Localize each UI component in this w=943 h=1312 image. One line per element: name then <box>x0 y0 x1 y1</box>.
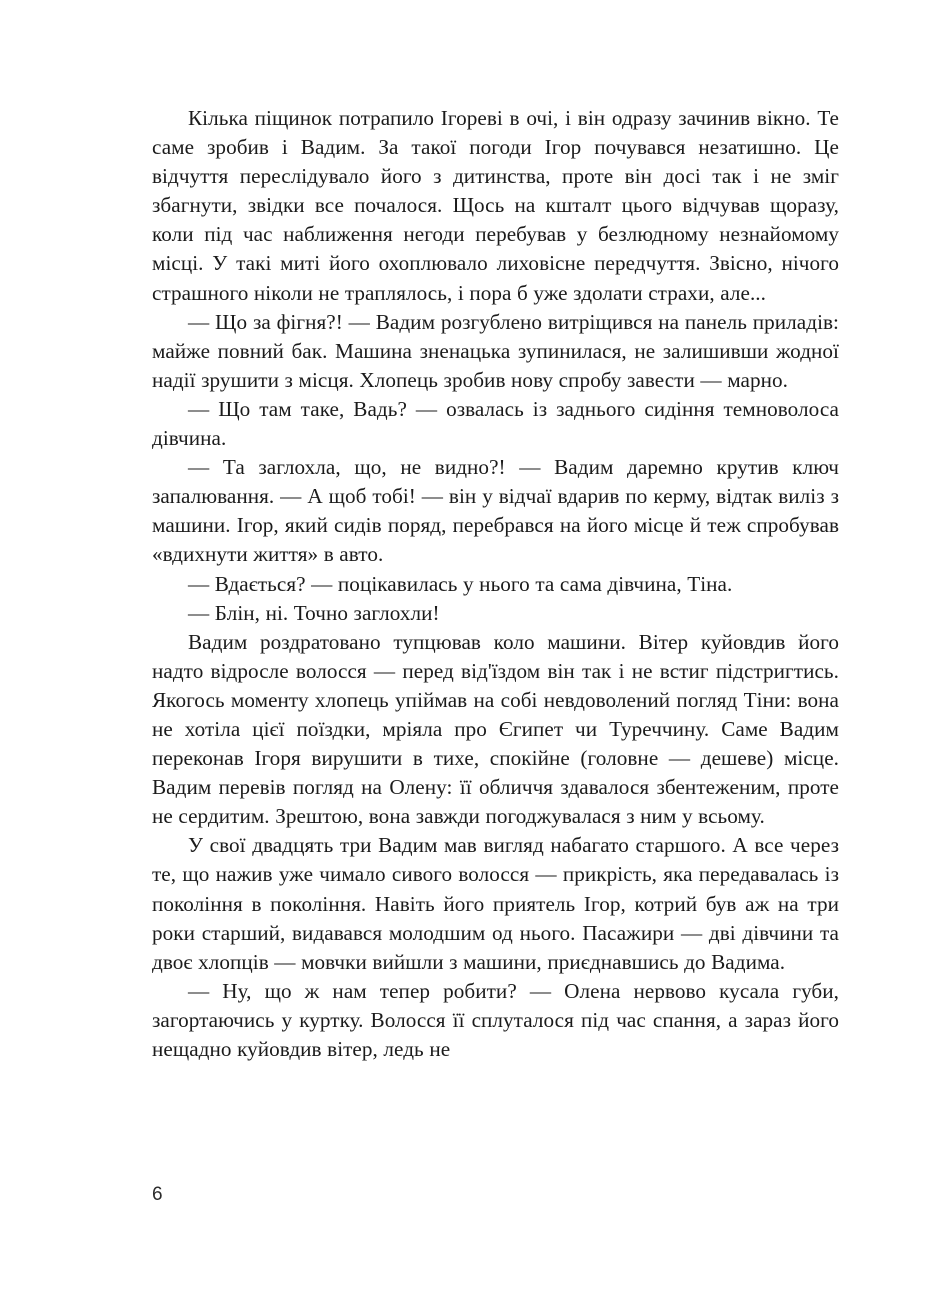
paragraph: — Що за фігня?! — Вадим розгублено витріщився на панель приладів: майже повний бак. Машина зненацька зупинилася, не залишивши жодної надії зрушити з місця. Хлопець зробив нову спробу завести — марно. <box>152 309 839 392</box>
paragraph: — Що там таке, Вадь? — озвалась із заднього сидіння темноволоса дівчина. <box>152 396 839 451</box>
paragraph: Вадим роздратовано тупцював коло машини. Вітер куйовдив його надто відросле волосся — перед від'їздом він так і не встиг підстригтись. Якогось моменту хлопець упіймав на собі невдоволений погляд Тіни: вона не хотіла цієї поїздки, мріяла про Єгипет чи Туреччину. Саме Вадим переконав Ігоря вирушити в тихе, спокійне (головне — дешеве) місце. Вадим перевів погляд на Олену: її обличчя здавалося збентеженим, проте не сердитим. Зрештою, вона завжди погоджувалася з ним у всьому. <box>152 629 839 829</box>
paragraph: — Та заглохла, що, не видно?! — Вадим даремно крутив ключ запалювання. — А щоб тобі! — він у відчаї вдарив по керму, відтак виліз з машини. Ігор, який сидів поряд, перебрався на його місце й теж спробував «вдихнути життя» в авто. <box>152 455 839 567</box>
paragraph: У свої двадцять три Вадим мав вигляд набагато старшого. А все через те, що нажив уже чимало сивого волосся — прикрість, яка передавалась із покоління в покоління. Навіть його приятель Ігор, котрий був аж на три роки старший, видавався молодшим од нього. Пасажири — дві дівчини та двоє хлопців — мовчки вийшли з машини, приєднавшись до Вадима. <box>152 833 839 974</box>
paragraph: — Вдається? — поцікавилась у нього та сама дівчина, Тіна. <box>188 571 733 596</box>
body-text-column <box>152 104 839 1064</box>
paragraph: Кілька піщинок потрапило Ігореві в очі, і він одразу зачинив вікно. Те саме зробив і Вадим. За такої погоди Ігор почувався незатишно. Це відчуття переслідувало його з дитинства, проте він досі так і не зміг збагнути, звідки все почалося. Щось на кшталт цього відчував щоразу, коли під час наближення негоди перебував у безлюдному незнайомому місці. У такі миті його охоплювало лиховісне передчуття. Звісно, нічого страшного ніколи не траплялось, і пора б уже здолати страхи, але... <box>152 106 839 305</box>
paragraph: — Ну, що ж нам тепер робити? — Олена нервово кусала губи, загортаючись у куртку. Волосся її сплуталося під час спання, а зараз його нещадно куйовдив вітер, ледь не <box>152 978 839 1061</box>
page-number: 6 <box>152 1184 163 1205</box>
paragraph: — Блін, ні. Точно заглохли! <box>188 600 440 625</box>
